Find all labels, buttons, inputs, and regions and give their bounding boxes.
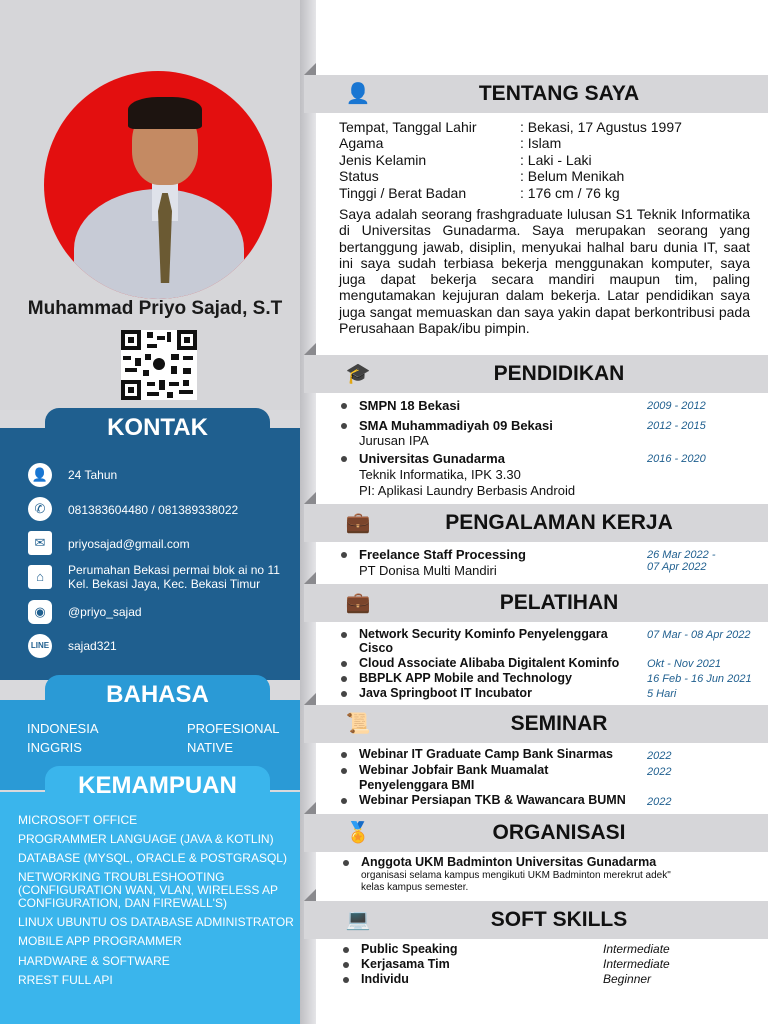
- field-value: : Bekasi, 17 Agustus 1997: [520, 119, 682, 135]
- bullet: [341, 552, 347, 558]
- bullet: [341, 676, 347, 682]
- edu-name: Universitas Gunadarma: [359, 451, 505, 466]
- field-value: : 176 cm / 76 kg: [520, 185, 620, 201]
- softskills-header: [304, 901, 768, 939]
- field-value: : Laki - Laki: [520, 152, 592, 168]
- medal-icon: 🏅: [345, 822, 371, 844]
- skill-item: DATABASE (MYSQL, ORACLE & POSTGRASQL): [18, 851, 287, 865]
- kontak-title: KONTAK: [107, 414, 208, 441]
- edu-date: 2012 - 2015: [647, 420, 706, 432]
- training-date: 07 Mar - 08 Apr 2022: [647, 629, 751, 641]
- skill-item: LINUX UBUNTU OS DATABASE ADMINISTRATOR: [18, 915, 294, 929]
- bahasa-level-1: PROFESIONAL: [187, 721, 280, 736]
- pengalaman-title: PENGALAMAN KERJA: [445, 511, 673, 534]
- skill-item: MOBILE APP PROGRAMMER: [18, 934, 182, 948]
- bullet: [341, 661, 347, 667]
- org-desc-cont: kelas kampus semester.: [361, 882, 469, 893]
- organisasi-title: ORGANISASI: [492, 821, 626, 844]
- profile-name: Muhammad Priyo Sajad, S.T: [27, 298, 283, 319]
- photo-hair: [128, 97, 202, 129]
- training-date: Okt - Nov 2021: [647, 658, 721, 670]
- softskill-level: Intermediate: [603, 957, 670, 971]
- field-value: : Islam: [520, 135, 562, 151]
- bullet: [341, 798, 347, 804]
- field-label: Status: [339, 168, 379, 184]
- graduation-cap-icon: 🎓: [345, 363, 371, 385]
- bullet: [341, 423, 347, 429]
- field-label: Agama: [339, 135, 384, 151]
- kontak-instagram: @priyo_sajad: [68, 605, 142, 619]
- edu-date: 2016 - 2020: [647, 453, 706, 465]
- kontak-line: sajad321: [68, 639, 117, 653]
- pelatihan-title: PELATIHAN: [499, 591, 619, 614]
- bullet: [341, 632, 347, 638]
- skill-item: PROGRAMMER LANGUAGE (JAVA & KOTLIN): [18, 832, 274, 846]
- qr-code: [121, 330, 197, 400]
- field-value: : Belum Menikah: [520, 168, 625, 184]
- seminar-date: 2022: [647, 766, 672, 778]
- skill-item: CONFIGURATION, DAN FIREWALL'S): [18, 896, 227, 910]
- home-icon: ⌂: [28, 565, 52, 589]
- bullet: [343, 947, 349, 953]
- bullet: [343, 860, 349, 866]
- bullet: [343, 977, 349, 983]
- softskill-name: Public Speaking: [361, 942, 458, 956]
- training-date: 5 Hari: [647, 688, 677, 700]
- job-company: PT Donisa Multi Mandiri: [359, 563, 497, 578]
- tentang-title: TENTANG SAYA: [478, 82, 640, 105]
- job-date-end: 07 Apr 2022: [647, 561, 707, 573]
- bahasa-lang-2: INGGRIS: [27, 740, 82, 755]
- edu-date: 2009 - 2012: [647, 400, 706, 412]
- edu-name: SMPN 18 Bekasi: [359, 398, 461, 413]
- kontak-phone: 081383604480 / 081389338022: [68, 503, 239, 517]
- bahasa-title: BAHASA: [106, 681, 209, 708]
- training-name: Java Springboot IT Incubator: [359, 686, 532, 700]
- training-name: BBPLK APP Mobile and Technology: [359, 671, 572, 685]
- org-desc: organisasi selama kampus mengikuti UKM Badminton merekrut adek": [361, 870, 671, 881]
- pengalaman-header: [304, 504, 768, 542]
- softskill-level: Beginner: [603, 972, 652, 986]
- phone-icon: ✆: [28, 497, 52, 521]
- training-name: Network Security Kominfo Penyelenggara: [359, 627, 608, 641]
- organisasi-header: [304, 814, 768, 852]
- kontak-address-line2: Kel. Bekasi Jaya, Kec. Bekasi Timur: [68, 577, 261, 591]
- skill-item: HARDWARE & SOFTWARE: [18, 954, 170, 968]
- pendidikan-title: PENDIDIKAN: [493, 362, 625, 385]
- bullet: [341, 691, 347, 697]
- profile-photo: [44, 71, 272, 299]
- field-label: Jenis Kelamin: [339, 152, 427, 168]
- job-name: Freelance Staff Processing: [359, 547, 526, 562]
- briefcase-icon: 💼: [345, 512, 371, 534]
- bahasa-lang-1: INDONESIA: [27, 721, 99, 736]
- seminar-title: SEMINAR: [510, 712, 608, 735]
- seminar-date: 2022: [647, 750, 672, 762]
- person-icon: 👤: [28, 463, 52, 487]
- seminar-header: [304, 705, 768, 743]
- bahasa-level-2: NATIVE: [187, 740, 233, 755]
- edu-name: SMA Muhammadiyah 09 Bekasi: [359, 418, 553, 433]
- briefcase-icon: 💼: [345, 592, 371, 614]
- edu-sub: Jurusan IPA: [359, 433, 429, 448]
- training-date: 16 Feb - 16 Jun 2021: [647, 673, 752, 685]
- seminar-name: Webinar Jobfair Bank Muamalat: [359, 763, 549, 777]
- softskill-name: Kerjasama Tim: [361, 957, 450, 971]
- job-date-start: 26 Mar 2022 -: [647, 549, 716, 561]
- certificate-icon: 📜: [345, 713, 371, 735]
- skill-item: (CONFIGURATION WAN, VLAN, WIRELESS AP: [18, 883, 279, 897]
- field-label: Tinggi / Berat Badan: [339, 185, 467, 201]
- user-icon: 👤: [345, 83, 371, 105]
- about-paragraph: Saya adalah seorang frashgraduate lulusan S1 Teknik Informatika di Universitas Gunadarma. Saya merupakan seorang yang bertanggung jawab, disiplin, menyukai halhal baru dunia IT, saat ini saya sudah terbiasa bekerja menggunakan komputer, saya juga dapat bekerja secara mandiri maupun tim, paling mengutamakan kejujuran dalam bekerja. Latar pendidikan saya juga sangat memuaskan dan saya yakin dapat berkontribusi pada Perusahaan Bapak/ibu pimpin.: [339, 206, 750, 337]
- line-icon: LINE: [28, 634, 52, 658]
- seminar-name: Webinar Persiapan TKB & Wawancara BUMN: [359, 793, 626, 807]
- instagram-icon: ◉: [28, 600, 52, 624]
- tentang-header: [304, 75, 768, 113]
- seminar-name-cont: Penyelenggara BMI: [359, 778, 475, 792]
- softskills-title: SOFT SKILLS: [490, 908, 628, 931]
- softskill-name: Individu: [361, 972, 409, 986]
- kemampuan-title: KEMAMPUAN: [78, 772, 237, 799]
- org-name: Anggota UKM Badminton Universitas Gunadarma: [361, 855, 657, 869]
- bullet: [341, 403, 347, 409]
- skill-item: NETWORKING TROUBLESHOOTING: [18, 870, 225, 884]
- edu-sub: PI: Aplikasi Laundry Berbasis Android: [359, 483, 576, 498]
- presentation-icon: 💻: [345, 909, 371, 931]
- kontak-age: 24 Tahun: [68, 468, 118, 482]
- email-icon: ✉: [28, 531, 52, 555]
- pendidikan-header: [304, 355, 768, 393]
- bullet: [341, 752, 347, 758]
- seminar-date: 2022: [647, 796, 672, 808]
- skill-item: MICROSOFT OFFICE: [18, 813, 138, 827]
- bullet: [341, 768, 347, 774]
- softskill-level: Intermediate: [603, 942, 670, 956]
- training-name-cont: Cisco: [359, 641, 394, 655]
- pelatihan-header: [304, 584, 768, 622]
- skill-item: RREST FULL API: [18, 973, 113, 987]
- kontak-email: priyosajad@gmail.com: [68, 537, 190, 551]
- edu-sub: Teknik Informatika, IPK 3.30: [359, 467, 521, 482]
- bullet: [343, 962, 349, 968]
- seminar-name: Webinar IT Graduate Camp Bank Sinarmas: [359, 747, 614, 761]
- field-label: Tempat, Tanggal Lahir: [339, 119, 477, 135]
- kontak-address-line1: Perumahan Bekasi permai blok ai no 11: [68, 563, 280, 577]
- training-name: Cloud Associate Alibaba Digitalent Kominfo: [359, 656, 620, 670]
- bullet: [341, 456, 347, 462]
